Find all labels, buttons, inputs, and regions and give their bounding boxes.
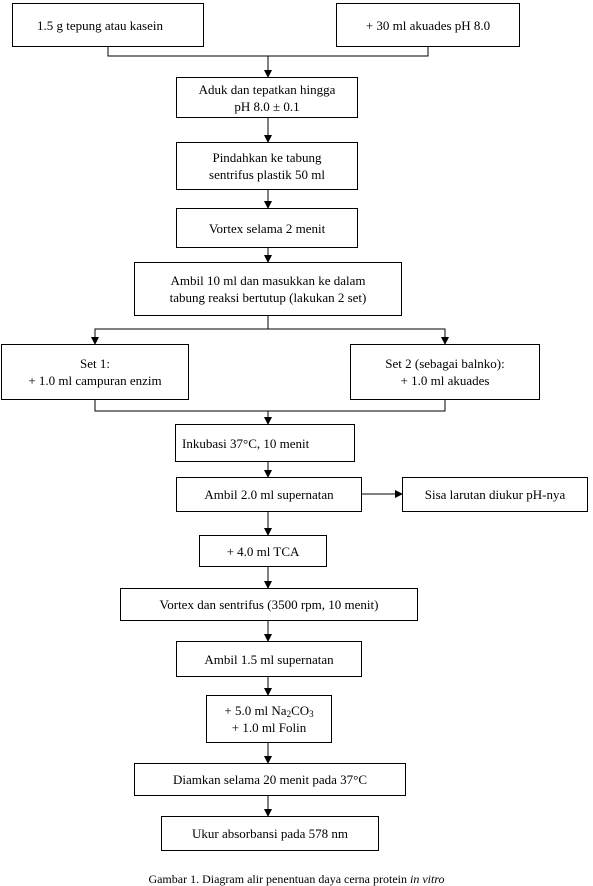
node-rest — [134, 763, 406, 796]
figure-caption — [0, 872, 593, 886]
node-add-reagents — [206, 695, 332, 743]
node-incubate — [175, 424, 355, 462]
reagent-co-text: CO — [291, 703, 310, 718]
node-transfer-line1: Pindahkan ke tabung — [212, 150, 322, 165]
arrow-to-set1 — [95, 329, 445, 344]
node-sample-text: 1.5 g tepung atau kasein — [37, 17, 163, 33]
merge-line-top — [108, 47, 428, 56]
node-adjust-ph-line2: pH 8.0 ± 0.1 — [234, 98, 300, 114]
node-adjust-ph — [176, 77, 358, 118]
node-vortex-text: Vortex selama 2 menit — [208, 220, 326, 236]
node-add-reagents-line1 — [224, 702, 313, 719]
node-set1 — [1, 344, 189, 400]
node-sample — [12, 3, 204, 47]
node-water — [336, 3, 520, 47]
node-measure-text: Ukur absorbansi pada 578 nm — [192, 826, 348, 841]
node-adjust-ph-line1: Aduk dan tepatkan hingga — [198, 81, 336, 97]
node-transfer — [176, 142, 358, 190]
node-add-tca — [199, 535, 327, 567]
caption-text: Gambar 1. Diagram alir penentuan daya cerna protein — [148, 872, 410, 886]
node-add-reagents-line2: + 1.0 ml Folin — [231, 720, 307, 735]
reagent-co-subscript: 3 — [309, 709, 314, 719]
merge-line-sets — [95, 400, 445, 411]
node-take-10ml — [134, 262, 402, 316]
node-take-1-5ml — [176, 641, 362, 677]
node-take-10ml-line1: Ambil 10 ml dan masukkan ke dalam — [170, 273, 366, 288]
node-residue-ph — [402, 477, 588, 512]
caption-italic: in vitro — [410, 872, 445, 886]
reagent-na-subscript: 2 — [286, 709, 292, 719]
node-transfer-line2: sentrifus plastik 50 ml — [209, 167, 325, 182]
node-incubate-text: Inkubasi 37°C, 10 menit — [182, 435, 310, 451]
node-set1-line1: Set 1: — [80, 356, 110, 371]
node-measure — [161, 816, 379, 851]
node-take-1-5ml-text: Ambil 1.5 ml supernatan — [204, 651, 334, 667]
node-vortex — [176, 208, 358, 248]
node-set2-line1: Set 2 (sebagai balnko): — [385, 356, 505, 371]
node-set1-line2: + 1.0 ml campuran enzim — [28, 373, 162, 388]
node-add-tca-text: + 4.0 ml TCA — [226, 543, 300, 559]
node-centrifuge-text: Vortex dan sentrifus (3500 rpm, 10 menit) — [159, 597, 379, 612]
node-residue-ph-text: Sisa larutan diukur pH-nya — [424, 487, 566, 502]
node-rest-text: Diamkan selama 20 menit pada 37°C — [172, 772, 367, 787]
node-take-10ml-line2: tabung reaksi bertutup (lakukan 2 set) — [169, 290, 367, 305]
node-water-text: + 30 ml akuades pH 8.0 — [365, 17, 491, 33]
reagent-na-text: + 5.0 ml Na — [224, 703, 287, 718]
node-take-2ml — [176, 477, 362, 512]
node-set2-line2: + 1.0 ml akuades — [400, 373, 490, 388]
node-take-2ml-text: Ambil 2.0 ml supernatan — [204, 487, 334, 502]
node-set2 — [350, 344, 540, 400]
node-centrifuge — [120, 588, 418, 621]
